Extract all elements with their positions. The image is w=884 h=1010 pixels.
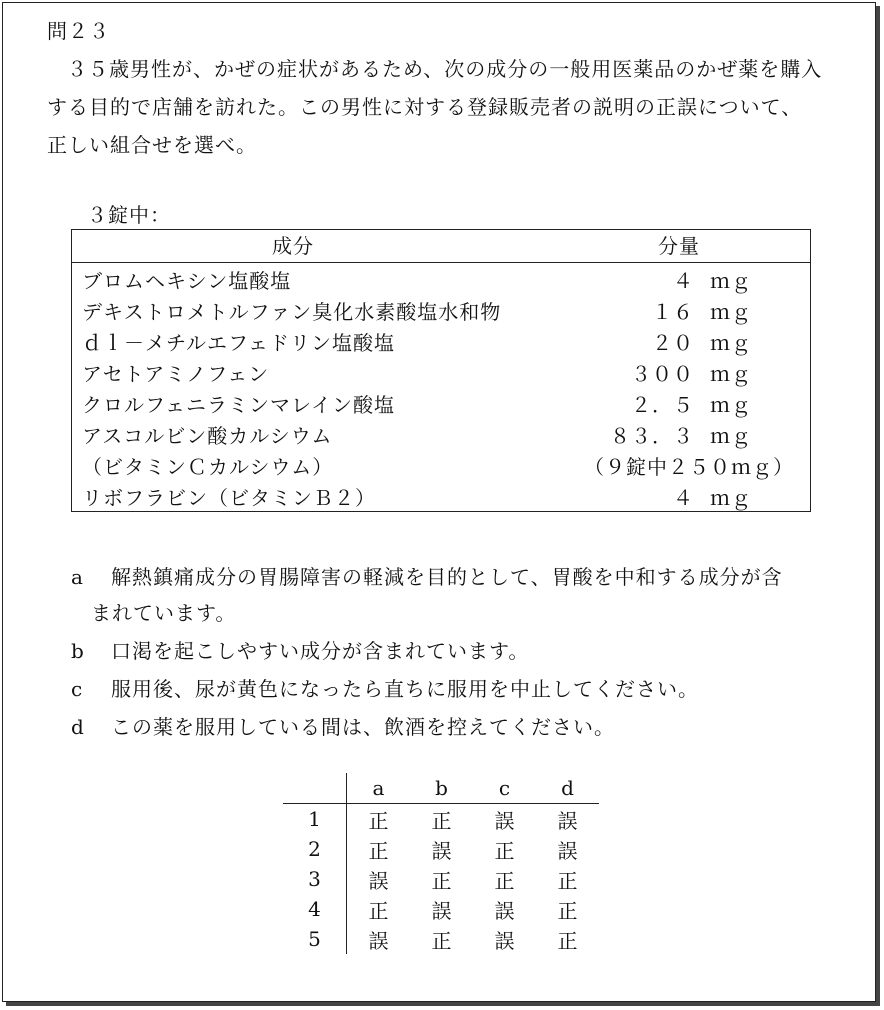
question-text-line-1: ３５歳男性が、かぜの症状があるため、次の成分の一般用医薬品のかぜ薬を購入 <box>67 57 823 81</box>
statement-text: 服用後、尿が黄色になったら直ちに服用を中止してください。 <box>111 677 699 701</box>
statement-label: d <box>71 715 85 739</box>
statement-c <box>71 673 699 702</box>
answer-row <box>283 894 599 924</box>
question-text-line-2: する目的で店舗を訪れた。この男性に対する登録販売者の説明の正誤について、 <box>47 95 803 119</box>
statement-text: 解熱鎮痛成分の胃腸障害の軽減を目的として、胃酸を中和する成分が含 <box>111 565 783 589</box>
answer-cell: 正 <box>431 808 452 833</box>
answer-cell: 正 <box>494 838 515 863</box>
amount-value: ４ <box>673 486 694 510</box>
answer-col-header: d <box>536 773 599 804</box>
amount-unit: ｍｇ <box>710 269 752 293</box>
ingredient-amount <box>631 389 774 418</box>
answer-col-header: b <box>410 773 473 804</box>
ingredient-name: ｄｌ－メチルエフェドリン塩酸塩 <box>82 331 395 355</box>
ingredient-table-caption: ３錠中： <box>87 203 171 227</box>
ingredient-name: （ビタミンＣカルシウム） <box>82 455 334 479</box>
ingredient-name: クロルフェニラミンマレイン酸塩 <box>82 393 395 417</box>
header-ingredient: 成分 <box>272 234 314 258</box>
answer-cell: 正 <box>368 808 389 833</box>
answer-cell: 誤 <box>368 928 389 953</box>
answer-cell: 誤 <box>368 868 389 893</box>
answer-cell: 正 <box>494 868 515 893</box>
answer-cell: 正 <box>368 838 389 863</box>
statement-a <box>71 561 783 590</box>
ingredient-row <box>72 262 810 293</box>
ingredient-row <box>72 324 810 355</box>
statement-text: 口渇を起こしやすい成分が含まれています。 <box>111 639 530 663</box>
ingredient-amount <box>652 296 774 325</box>
statement-label: b <box>71 639 85 663</box>
answer-row <box>283 864 599 894</box>
statement-d <box>71 711 615 740</box>
header-amount: 分量 <box>658 234 700 258</box>
answer-cell: 正 <box>368 898 389 923</box>
answer-number: 3 <box>283 864 347 894</box>
answer-number: 2 <box>283 834 347 864</box>
amount-unit: ｍｇ <box>710 362 752 386</box>
answer-cell: 誤 <box>494 898 515 923</box>
ingredient-name: アスコルビン酸カルシウム <box>82 424 333 448</box>
amount-unit: ｍｇ <box>710 486 752 510</box>
statement-text: この薬を服用している間は、飲酒を控えてください。 <box>111 715 615 739</box>
ingredient-amount <box>584 451 794 480</box>
answer-cell: 誤 <box>431 838 452 863</box>
ingredient-row <box>72 448 810 479</box>
answer-cell: 正 <box>557 898 578 923</box>
answer-cell: 誤 <box>557 838 578 863</box>
ingredient-amount <box>673 265 774 294</box>
answer-col-header: a <box>347 773 411 804</box>
ingredient-name: デキストロメトルファン臭化水素酸塩水和物 <box>82 300 502 324</box>
ingredient-name: アセトアミノフェン <box>82 362 270 386</box>
answer-cell: 正 <box>431 928 452 953</box>
answer-header-row <box>283 773 599 804</box>
amount-value: （９錠中２５０ｍｇ） <box>584 455 794 479</box>
answer-choice-table <box>283 773 599 954</box>
ingredient-amount <box>631 358 774 387</box>
amount-unit: ｍｇ <box>710 300 752 324</box>
statement-a-continuation: まれています。 <box>91 601 237 625</box>
ingredient-table-header <box>72 230 810 263</box>
answer-cell: 正 <box>431 868 452 893</box>
answer-row <box>283 834 599 864</box>
ingredient-name: ブロムヘキシン塩酸塩 <box>82 269 292 293</box>
answer-row <box>283 924 599 954</box>
answer-cell: 誤 <box>494 928 515 953</box>
ingredient-name: リボフラビン（ビタミンＢ２） <box>82 486 376 510</box>
statement-b <box>71 635 529 664</box>
answer-number: 5 <box>283 924 347 954</box>
question-number: 問２３ <box>47 19 110 43</box>
answer-cell: 誤 <box>494 808 515 833</box>
amount-unit: ｍｇ <box>710 331 752 355</box>
amount-value: ２．５ <box>631 393 694 417</box>
answer-cell: 正 <box>557 928 578 953</box>
ingredient-amount <box>673 482 774 511</box>
answer-row <box>283 804 599 835</box>
answer-col-header: c <box>473 773 536 804</box>
ingredient-table <box>71 229 811 512</box>
amount-value: ３００ <box>631 362 694 386</box>
statement-label: c <box>71 677 84 701</box>
ingredient-row <box>72 355 810 386</box>
statement-label: a <box>71 565 84 589</box>
answer-number: 1 <box>283 804 347 835</box>
amount-unit: ｍｇ <box>710 424 752 448</box>
ingredient-row <box>72 479 810 510</box>
amount-unit: ｍｇ <box>710 393 752 417</box>
ingredient-amount <box>652 327 774 356</box>
answer-header-corner <box>283 773 347 804</box>
amount-value: ４ <box>673 269 694 293</box>
answer-cell: 正 <box>557 868 578 893</box>
amount-value: ８３．３ <box>610 424 694 448</box>
amount-value: １６ <box>652 300 694 324</box>
ingredient-row <box>72 417 810 448</box>
answer-cell: 誤 <box>557 808 578 833</box>
question-text-line-3: 正しい組合せを選べ。 <box>47 133 257 157</box>
amount-value: ２０ <box>652 331 694 355</box>
answer-cell: 誤 <box>431 898 452 923</box>
ingredient-row <box>72 386 810 417</box>
ingredient-amount <box>610 420 774 449</box>
answer-number: 4 <box>283 894 347 924</box>
ingredient-row <box>72 293 810 324</box>
exam-page <box>2 2 876 1002</box>
